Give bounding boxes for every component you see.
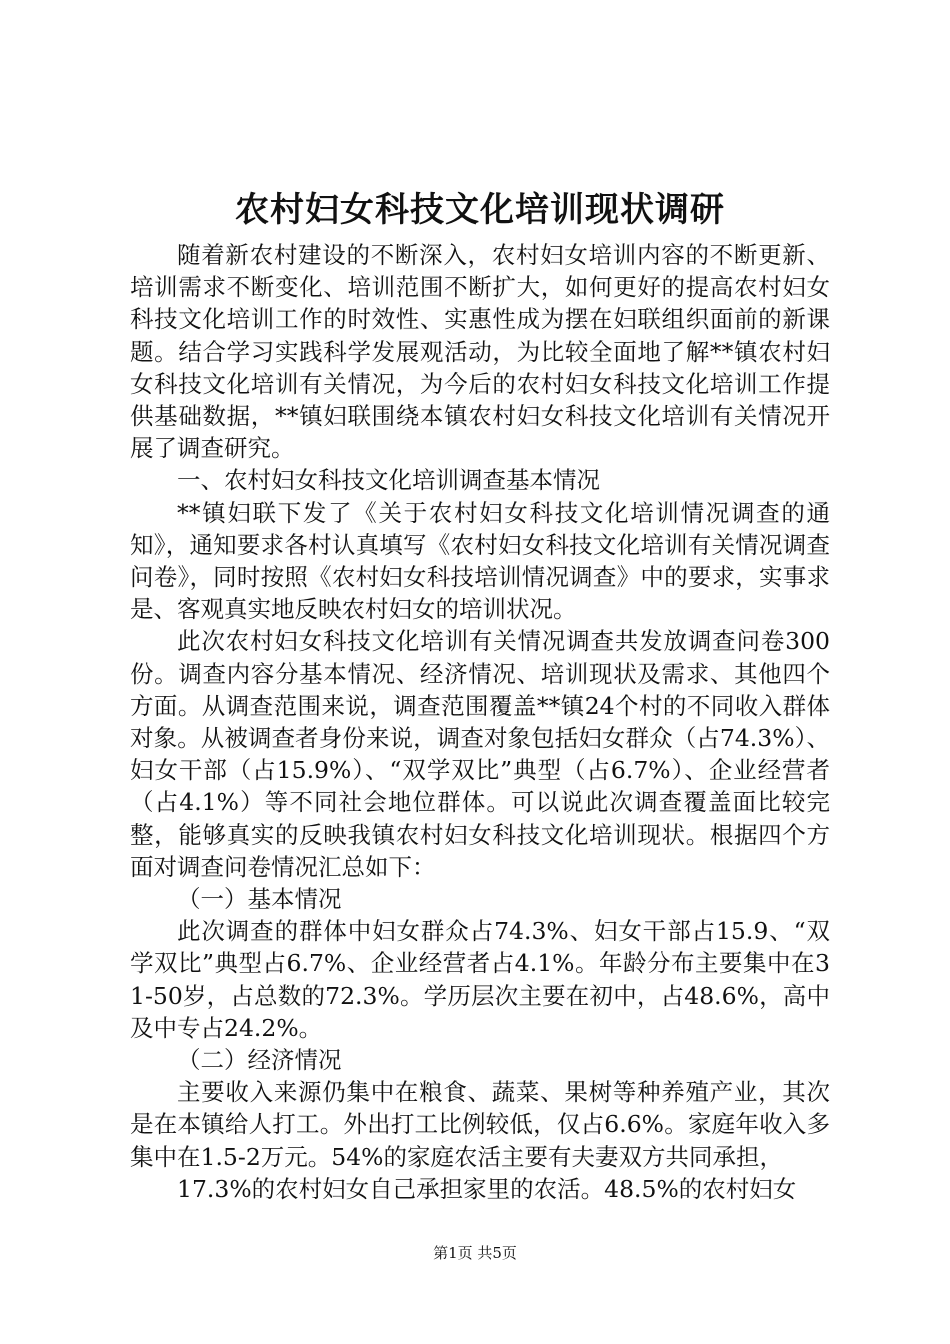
- subsection-heading-basic: （一）基本情况: [177, 885, 342, 914]
- paragraph-notice: **镇妇联下发了《关于农村妇女科技文化培训情况调查的通知》，通知要求各村认真填写《农村妇女科技文化培训有关情况调查问卷》，同时按照《农村妇女科技培训情况调查》中的要求，实事求是、客观真实地反映农村妇女的培训状况。: [130, 498, 830, 624]
- paragraph-economy-cont: 17.3%的农村妇女自己承担家里的农活。48.5%的农村妇女: [177, 1174, 797, 1203]
- paragraph-basic-info: 此次调查的群体中妇女群众占74.3%、妇女干部占15.9、“双学双比”典型占6.7%、企业经营者占4.1%。年龄分布主要集中在31-50岁，占总数的72.3%。学历层次主要在初中，占48.6%，高中及中专占24.2%。: [130, 917, 830, 1042]
- page-number-footer: 第1页 共5页: [433, 1244, 517, 1262]
- paragraph-intro: 随着新农村建设的不断深入，农村妇女培训内容的不断更新、培训需求不断变化、培训范围不断扩大，如何更好的提高农村妇女科技文化培训工作的时效性、实惠性成为摆在妇联组织面前的新课题。结合学习实践科学发展观活动，为比较全面地了解**镇农村妇女科技文化培训有关情况，为今后的农村妇女科技文化培训工作提供基础数据，**镇妇联围绕本镇农村妇女科技文化培训有关情况开展了调查研究。: [130, 241, 830, 463]
- document-title: 农村妇女科技文化培训现状调研: [235, 190, 725, 230]
- document-page: [130, 185, 830, 1205]
- subsection-heading-economy: （二）经济情况: [177, 1046, 342, 1075]
- section-heading-1: 一、农村妇女科技文化培训调查基本情况: [177, 466, 600, 495]
- paragraph-survey-scope: 此次农村妇女科技文化培训有关情况调查共发放调查问卷300份。调查内容分基本情况、经济情况、培训现状及需求、其他四个方面。从调查范围来说，调查范围覆盖**镇24个村的不同收入群体对象。从被调查者身份来说，调查对象包括妇女群众（占74.3%）、妇女干部（占15.9%）、“双学双比”典型（占6.7%）、企业经营者（占4.1%）等不同社会地位群体。可以说此次调查覆盖面比较完整，能够真实的反映我镇农村妇女科技文化培训现状。根据四个方面对调查问卷情况汇总如下：: [130, 627, 830, 881]
- paragraph-economy: 主要收入来源仍集中在粮食、蔬菜、果树等种养殖产业，其次是在本镇给人打工。外出打工比例较低，仅占6.6%。家庭年收入多集中在1.5-2万元。54%的家庭农活主要有夫妻双方共同承担，: [130, 1078, 830, 1171]
